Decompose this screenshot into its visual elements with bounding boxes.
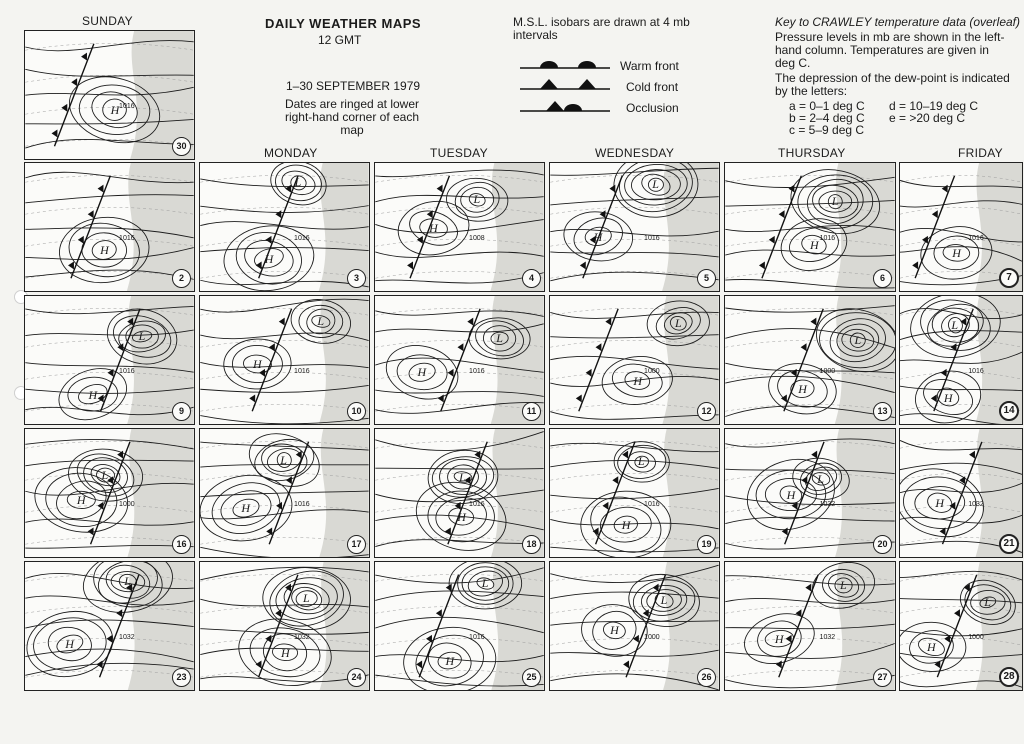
high-pressure-label: H <box>621 518 631 533</box>
weather-map-5 <box>549 162 720 292</box>
isobar-value-label: 1032 <box>968 500 984 508</box>
weather-map-16 <box>24 428 195 558</box>
front-barb <box>116 609 122 617</box>
key-a: a = 0–1 deg C <box>789 99 865 113</box>
high-pressure-label: H <box>810 237 819 252</box>
isobar-value-label: 1032 <box>119 633 135 641</box>
high-pressure-label: H <box>633 373 642 388</box>
isobar-chart <box>550 562 719 690</box>
front-barb <box>249 394 255 402</box>
low-pressure-label: L <box>280 452 287 467</box>
weather-map-25 <box>374 561 545 691</box>
front-barb <box>275 609 281 617</box>
isobar-chart <box>25 296 194 424</box>
map-date-ring: 25 <box>522 668 541 687</box>
front-barb <box>602 502 608 510</box>
map-date-ring: 17 <box>347 535 366 554</box>
time-label: 12 GMT <box>318 33 362 47</box>
front-barb <box>467 318 473 326</box>
low-pressure-label: L <box>951 317 959 332</box>
low-pressure-label: L <box>652 177 659 192</box>
isobar-value-label: 1016 <box>469 633 485 641</box>
isobar-value-label: 1016 <box>469 367 485 375</box>
high-pressure-label: H <box>952 246 961 261</box>
low-pressure-label: L <box>840 577 847 592</box>
front-barb <box>286 476 292 484</box>
isobar-chart <box>375 429 544 557</box>
front-barb <box>786 635 792 643</box>
map-date-ring: 2 <box>172 269 191 288</box>
weather-map-12 <box>549 295 720 425</box>
front-barb <box>810 318 816 326</box>
high-pressure-label: H <box>798 382 807 397</box>
isobar-chart <box>725 562 895 690</box>
isobar-value-label: 1032 <box>819 500 836 508</box>
map-date-ring: 18 <box>522 535 541 554</box>
weather-map-19 <box>549 428 720 558</box>
front-barb <box>436 609 442 617</box>
low-pressure-label: L <box>817 471 824 486</box>
low-pressure-label: L <box>984 594 991 609</box>
front-barb <box>633 635 639 643</box>
front-barb <box>612 476 618 484</box>
map-date-ring: 30 <box>172 137 191 156</box>
high-pressure-label: H <box>943 390 953 405</box>
map-date-ring: 4 <box>522 269 541 288</box>
isobar-chart <box>375 163 544 291</box>
day-label-tuesday: TUESDAY <box>430 146 488 160</box>
key-dewpoint-text: The depression of the dew-point is indicated by the letters: <box>775 71 1010 98</box>
map-date-ring: 9 <box>172 402 191 421</box>
low-pressure-label: L <box>674 315 682 330</box>
isobar-value-label: 1016 <box>644 500 660 508</box>
front-barb <box>776 660 782 668</box>
map-date-ring: 12 <box>697 402 716 421</box>
weather-map-28 <box>899 561 1023 691</box>
date-range: 1–30 SEPTEMBER 1979 <box>286 79 421 93</box>
map-date-ring: 24 <box>347 668 366 687</box>
front-barb <box>71 78 77 86</box>
warm-front-label: Warm front <box>620 59 679 73</box>
day-label-thursday: THURSDAY <box>778 146 846 160</box>
weather-map-21 <box>899 428 1023 558</box>
weather-map-3 <box>199 162 370 292</box>
cold-front-label: Cold front <box>626 80 679 94</box>
low-pressure-label: L <box>831 194 839 209</box>
front-barb <box>941 369 947 377</box>
map-date-ring: 10 <box>347 402 366 421</box>
high-pressure-label: H <box>593 229 603 244</box>
isobar-value-label: 1016 <box>469 500 485 508</box>
weather-map-2 <box>24 162 195 292</box>
high-pressure-label: H <box>457 509 466 524</box>
high-pressure-label: H <box>100 243 109 258</box>
map-date-ring: 26 <box>697 668 716 687</box>
map-date-ring: 5 <box>697 269 716 288</box>
front-barb <box>78 236 84 244</box>
cold-front <box>915 176 954 278</box>
low-pressure-label: L <box>303 591 310 606</box>
front-barb <box>88 210 94 218</box>
front-barb <box>576 394 582 402</box>
map-date-ring: 27 <box>873 668 892 687</box>
isobar-value-label: 1016 <box>968 234 984 242</box>
isobar-value-label: 1016 <box>119 102 135 110</box>
map-date-ring: 23 <box>172 668 191 687</box>
map-date-ring: 13 <box>873 402 892 421</box>
high-pressure-label: H <box>241 501 251 516</box>
front-barb <box>600 210 606 218</box>
front-barb <box>438 394 444 402</box>
low-pressure-label: L <box>138 329 146 344</box>
front-barb <box>269 343 275 351</box>
map-date-ring: 6 <box>873 269 892 288</box>
high-pressure-label: H <box>110 102 120 117</box>
front-barb <box>801 343 807 351</box>
day-label-sunday: SUNDAY <box>82 14 133 28</box>
front-barb <box>106 635 112 643</box>
day-label-wednesday: WEDNESDAY <box>595 146 675 160</box>
high-pressure-label: H <box>786 487 796 502</box>
front-barb <box>81 53 87 61</box>
front-barb <box>960 318 966 326</box>
front-barb <box>256 261 262 269</box>
front-barb <box>426 635 432 643</box>
map-date-ring: 7 <box>999 268 1019 288</box>
isobar-chart <box>200 562 369 690</box>
front-barb <box>445 527 451 535</box>
isobar-chart <box>375 562 544 690</box>
front-barb <box>68 261 74 269</box>
front-barb <box>805 584 811 592</box>
isobar-value-label: 1016 <box>119 367 135 375</box>
map-date-ring: 3 <box>347 269 366 288</box>
front-barb <box>969 451 975 459</box>
low-pressure-label: L <box>496 331 503 346</box>
front-barb <box>580 261 586 269</box>
front-barb <box>609 185 615 193</box>
low-pressure-label: L <box>294 175 302 190</box>
front-barb <box>931 394 937 402</box>
isobar-chart <box>25 31 194 159</box>
front-barb <box>782 527 788 535</box>
high-pressure-label: H <box>445 654 455 669</box>
isobar-value-label: 1008 <box>469 234 485 242</box>
isobar-value-label: 1016 <box>819 234 836 242</box>
isobar-value-label: 1016 <box>294 500 310 508</box>
weather-map-20 <box>724 428 896 558</box>
weather-map-30 <box>24 30 195 160</box>
key-heading: Key to CRAWLEY temperature data (overleaf) <box>775 15 1021 29</box>
isobar-value-label: 1016 <box>119 234 135 242</box>
front-barb <box>448 369 454 377</box>
cold-front <box>71 176 110 278</box>
ringed-note: Dates are ringed at lower right-hand corner of each map <box>284 97 420 137</box>
map-date-ring: 20 <box>873 535 892 554</box>
weather-map-18 <box>374 428 545 558</box>
front-barb <box>98 185 104 193</box>
front-barb <box>266 236 272 244</box>
front-barb <box>256 660 262 668</box>
warm-front-symbol <box>520 61 610 68</box>
front-barb <box>942 185 948 193</box>
key-d: d = 10–19 deg C <box>889 99 979 113</box>
front-barb <box>285 185 291 193</box>
weather-map-23 <box>24 561 195 691</box>
isobar-value-label: 1032 <box>294 633 310 641</box>
cold-front <box>762 176 801 278</box>
front-barb <box>653 584 659 592</box>
low-pressure-label: L <box>101 467 109 482</box>
high-pressure-label: H <box>88 387 98 402</box>
weather-map-11 <box>374 295 545 425</box>
weather-map-14 <box>899 295 1023 425</box>
occlusion-label: Occlusion <box>626 101 679 115</box>
front-barb <box>437 185 443 193</box>
front-barb <box>811 451 817 459</box>
key-e: e = >20 deg C <box>889 111 966 125</box>
front-barb <box>779 210 785 218</box>
front-barb <box>759 261 765 269</box>
cold-front-symbol <box>520 79 610 89</box>
front-barb <box>586 369 592 377</box>
key-pressure-text: Pressure levels in mb are shown in the left-hand column. Temperatures are given in deg C. <box>775 30 1005 70</box>
front-legend-symbols <box>520 56 620 120</box>
map-date-ring: 11 <box>522 402 541 421</box>
isobar-value-label: 1032 <box>819 633 836 641</box>
isobar-value-label: 1000 <box>819 367 836 375</box>
isobar-chart <box>25 163 194 291</box>
high-pressure-label: H <box>65 637 74 652</box>
isobar-chart <box>725 429 895 557</box>
front-barb <box>801 476 807 484</box>
cold-front <box>441 309 480 411</box>
high-pressure-label: H <box>76 492 86 507</box>
isobar-note: M.S.L. isobars are drawn at 4 mb intervals <box>513 15 690 42</box>
cold-front <box>579 309 618 411</box>
weather-map-17 <box>199 428 370 558</box>
map-date-ring: 19 <box>697 535 716 554</box>
front-barb <box>266 527 272 535</box>
isobar-chart <box>25 429 194 557</box>
front-barb <box>769 236 775 244</box>
front-barb <box>97 660 103 668</box>
isobar-value-label: 1000 <box>644 367 660 375</box>
front-barb <box>52 129 58 137</box>
isobar-chart <box>550 296 719 424</box>
isobar-chart <box>25 562 194 690</box>
front-barb <box>932 210 938 218</box>
isobar-value-label: 1016 <box>294 234 310 242</box>
front-barb <box>407 261 413 269</box>
low-pressure-label: L <box>481 575 489 590</box>
front-barb <box>605 318 611 326</box>
weather-map-6 <box>724 162 896 292</box>
low-pressure-label: L <box>637 454 645 469</box>
day-label-monday: MONDAY <box>264 146 318 160</box>
low-pressure-label: L <box>124 573 131 588</box>
front-barb <box>596 343 602 351</box>
weather-map-13 <box>724 295 896 425</box>
front-barb <box>791 369 797 377</box>
isobar-chart <box>200 296 369 424</box>
low-pressure-label: L <box>854 332 862 347</box>
isobar-value-label: 1000 <box>644 633 660 641</box>
cold-front <box>943 442 982 544</box>
key-b: b = 2–4 deg C <box>789 111 865 125</box>
front-barb <box>275 210 281 218</box>
isobar-chart <box>550 163 719 291</box>
front-barb <box>279 318 285 326</box>
weather-map-9 <box>24 295 195 425</box>
high-pressure-label: H <box>281 645 290 660</box>
front-barb <box>61 104 67 112</box>
low-pressure-label: L <box>317 313 325 328</box>
cold-front <box>937 575 976 677</box>
map-date-ring: 14 <box>999 401 1019 421</box>
front-barb <box>912 261 918 269</box>
high-pressure-label: H <box>926 640 936 655</box>
isobar-chart <box>550 429 719 557</box>
isobar-chart <box>375 296 544 424</box>
high-pressure-label: H <box>253 357 262 372</box>
cold-front <box>54 44 93 146</box>
map-date-ring: 21 <box>999 534 1019 554</box>
isobar-value-label: 1016 <box>644 234 660 242</box>
front-barb <box>944 635 950 643</box>
front-barb <box>457 343 463 351</box>
high-pressure-label: H <box>935 495 945 510</box>
isobar-chart <box>725 163 895 291</box>
weather-map-27 <box>724 561 896 691</box>
low-pressure-label: L <box>459 469 466 484</box>
cold-front <box>583 176 622 278</box>
page-title: DAILY WEATHER MAPS <box>265 16 422 31</box>
key-c: c = 5–9 deg C <box>789 123 865 137</box>
high-pressure-label: H <box>610 623 619 638</box>
isobar-value-label: 1000 <box>968 633 984 641</box>
front-barb <box>623 660 629 668</box>
map-date-ring: 16 <box>172 535 191 554</box>
front-barb <box>416 660 422 668</box>
high-pressure-label: H <box>417 365 427 380</box>
map-date-ring: 28 <box>999 667 1019 687</box>
isobar-value-label: 1016 <box>294 367 310 375</box>
weather-map-10 <box>199 295 370 425</box>
low-pressure-label: L <box>660 593 668 608</box>
front-barb <box>934 660 940 668</box>
isobar-chart <box>725 296 895 424</box>
front-barb <box>417 236 423 244</box>
isobar-chart <box>200 429 369 557</box>
high-pressure-label: H <box>429 221 438 236</box>
weather-map-4 <box>374 162 545 292</box>
front-barb <box>88 527 94 535</box>
isobar-value-label: 1000 <box>119 500 135 508</box>
weather-map-7 <box>899 162 1023 292</box>
high-pressure-label: H <box>264 251 274 266</box>
weather-map-24 <box>199 561 370 691</box>
weather-map-26 <box>549 561 720 691</box>
front-barb <box>796 609 802 617</box>
occlusion-symbol <box>520 101 610 111</box>
front-barb <box>954 609 960 617</box>
low-pressure-label: L <box>473 192 481 207</box>
isobar-value-label: 1016 <box>968 367 984 375</box>
high-pressure-label: H <box>774 631 784 646</box>
day-label-friday: FRIDAY <box>958 146 1003 160</box>
isobar-chart <box>200 163 369 291</box>
